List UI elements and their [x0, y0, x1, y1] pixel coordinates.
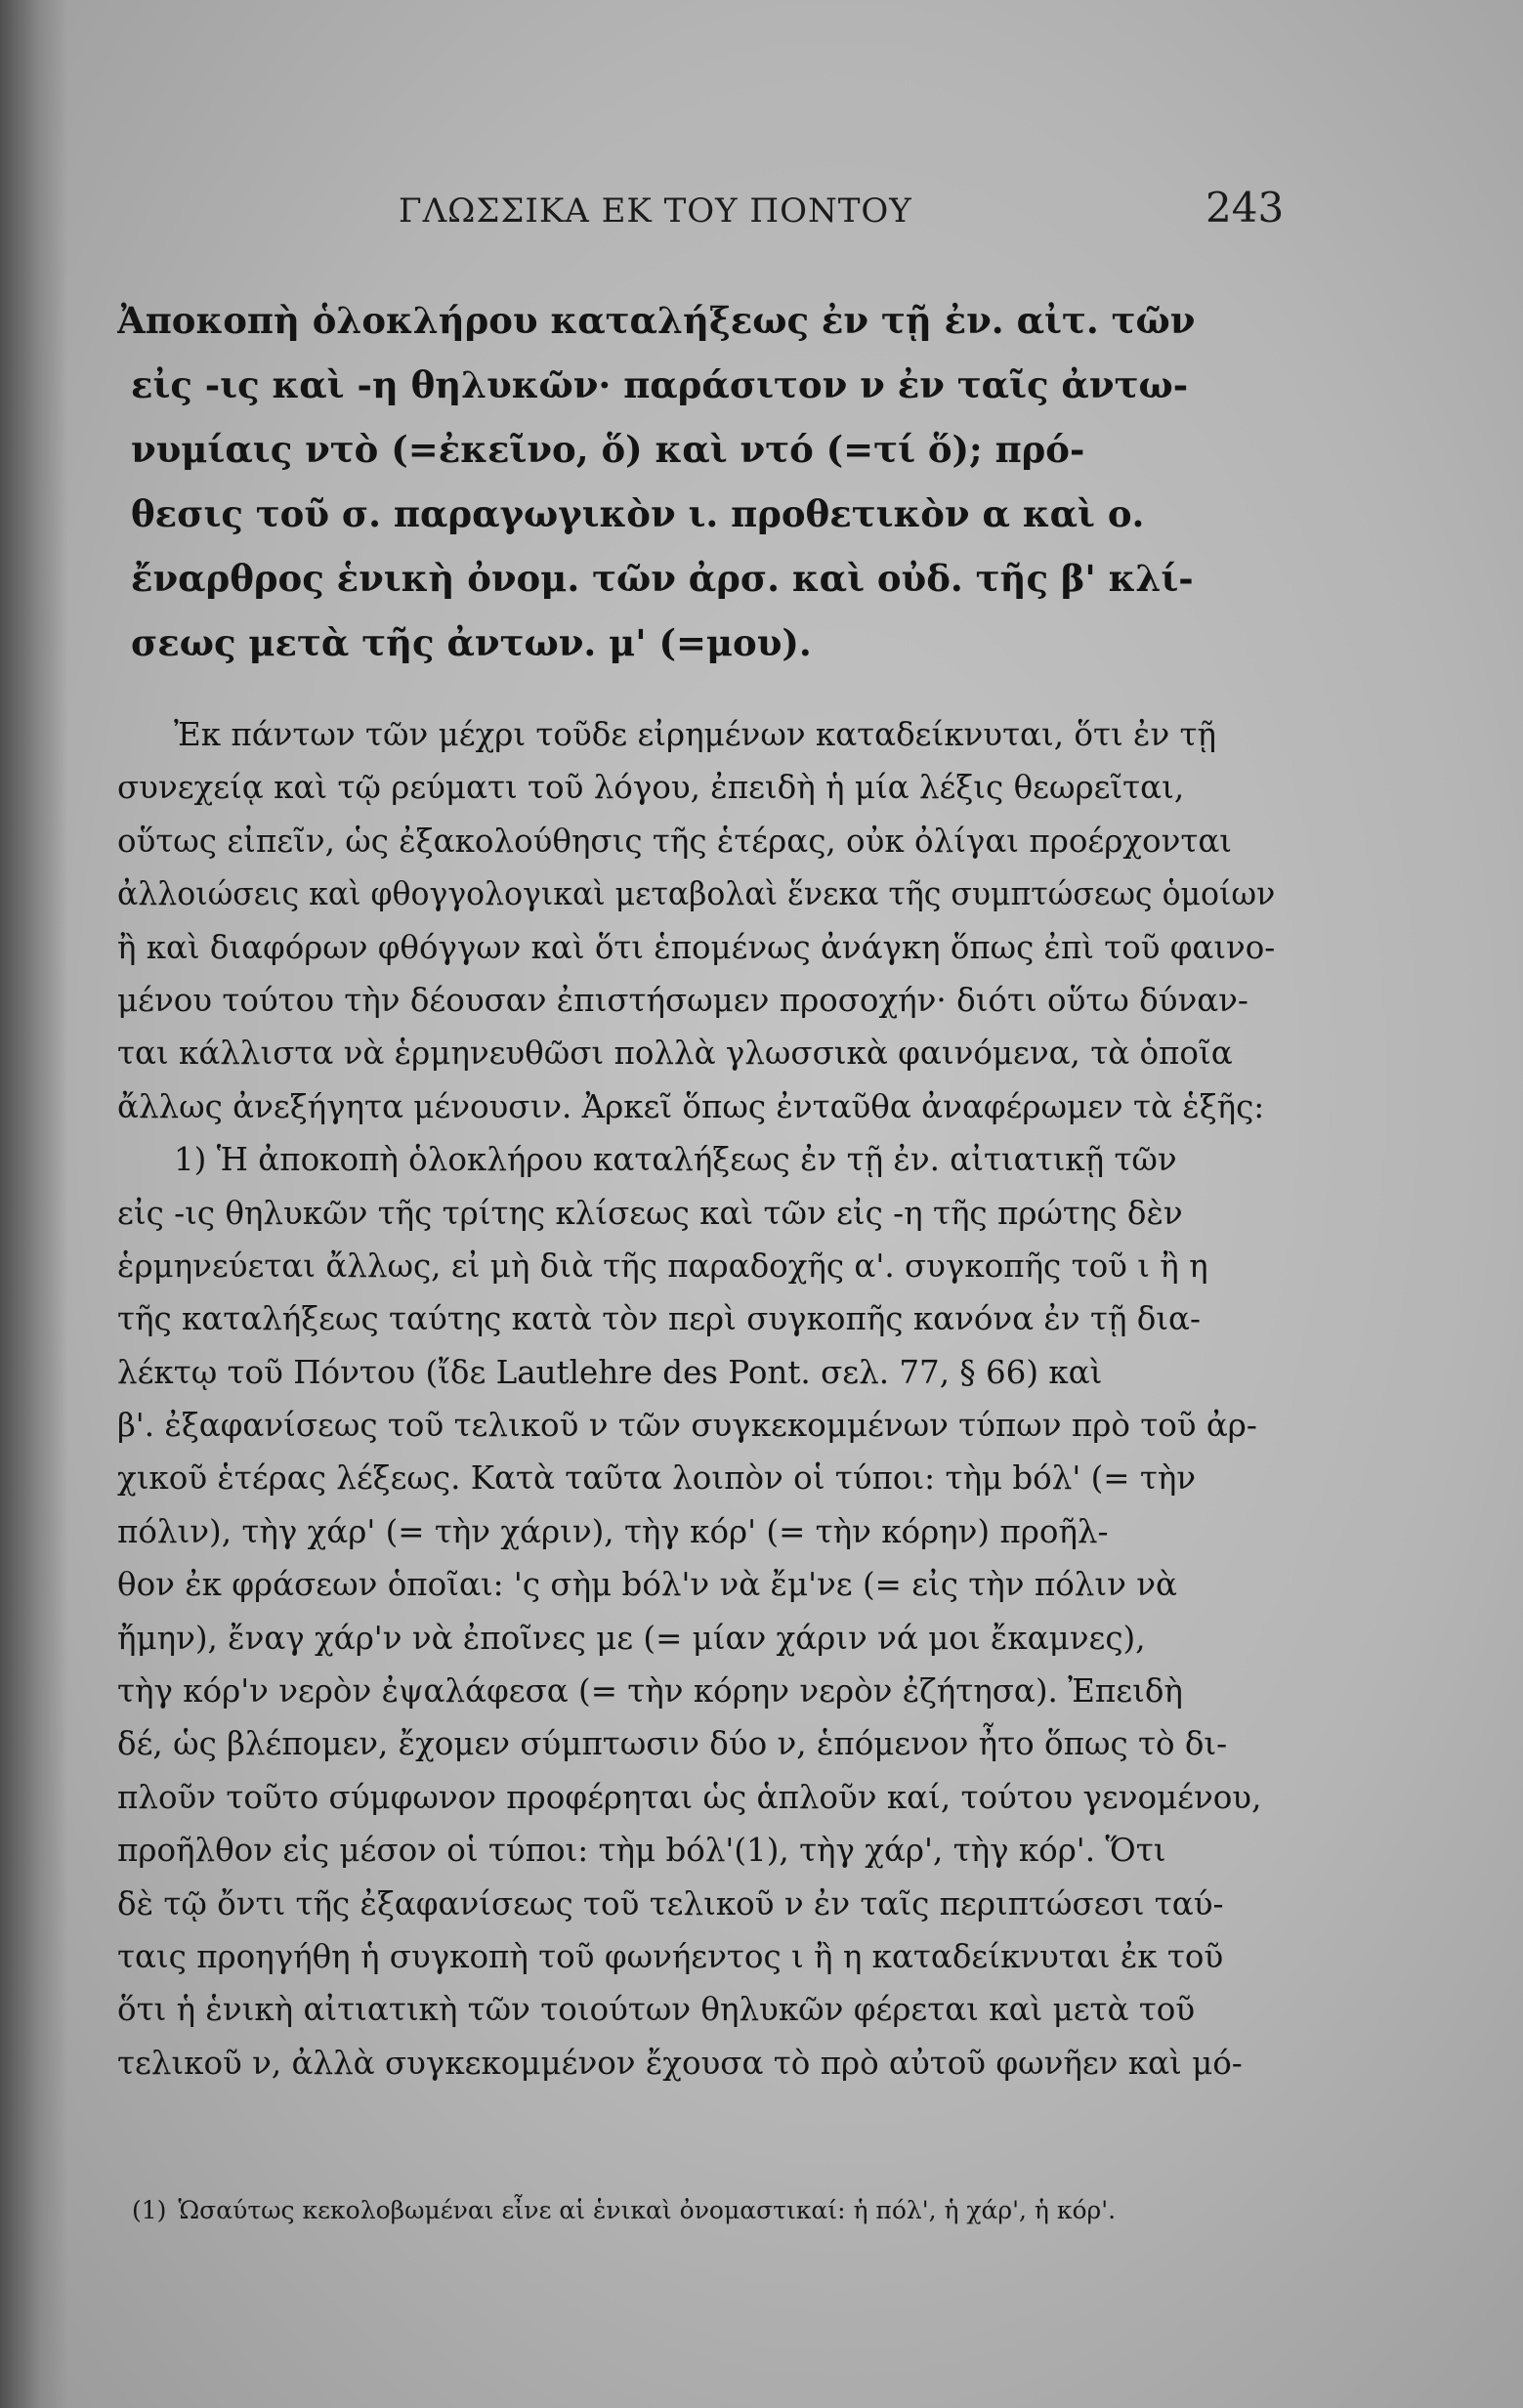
- footnote: [132, 2196, 1116, 2224]
- body-line: β'. ἐξαφανίσεως τοῦ τελικοῦ ν τῶν συγκεκομμένων τύπων πρὸ τοῦ ἀρ-: [117, 1407, 1257, 1445]
- body-line: ἑρμηνεύεται ἄλλως, εἰ μὴ διὰ τῆς παραδοχῆς α'. συγκοπῆς τοῦ ι ἢ η: [117, 1246, 1208, 1285]
- summary-line: εἰς -ις καὶ -η θηλυκῶν· παράσιτον ν ἐν ταῖς ἀντω-: [131, 363, 1189, 406]
- page-header: [399, 184, 1285, 242]
- body-line: πλοῦν τοῦτο σύμφωνον προφέρηται ὡς ἁπλοῦν καί, τούτου γενομένου,: [117, 1778, 1262, 1816]
- body-line: θον ἐκ φράσεων ὁποῖαι: 'ς σὴμ bόλ'ν νὰ ἔμ'νε (= εἰς τὴν πόλιν νὰ: [117, 1566, 1177, 1604]
- summary-line: σεως μετὰ τῆς ἀντων. μ' (=μου).: [131, 621, 812, 664]
- summary-line: θεσις τοῦ σ. παραγωγικὸν ι. προθετικὸν α καὶ ο.: [131, 492, 1145, 535]
- body-line: δὲ τῷ ὄντι τῆς ἐξαφανίσεως τοῦ τελικοῦ ν ἐν ταῖς περιπτώσεσι ταύ-: [117, 1884, 1224, 1922]
- body-line: τελικοῦ ν, ἀλλὰ συγκεκομμένον ἔχουσα τὸ πρὸ αὐτοῦ φωνῆεν καὶ μό-: [117, 2044, 1243, 2082]
- body-line: συνεχείᾳ καὶ τῷ ρεύματι τοῦ λόγου, ἐπειδὴ ἡ μία λέξις θεωρεῖται,: [117, 769, 1185, 807]
- body-line: ὅτι ἡ ἑνικὴ αἰτιατικὴ τῶν τοιούτων θηλυκῶν φέρεται καὶ μετὰ τοῦ: [117, 1991, 1196, 2029]
- summary-line: ἔναρθρος ἑνικὴ ὀνομ. τῶν ἀρσ. καὶ οὐδ. τῆς β' κλί-: [131, 557, 1194, 600]
- summary-line: νυμίαις ντὸ (=ἐκεῖνο, ὅ) καὶ ντό (=τί ὅ); πρό-: [131, 428, 1085, 471]
- body-line: Ἐκ πάντων τῶν μέχρι τοῦδε εἰρημένων καταδείκνυται, ὅτι ἐν τῇ: [174, 716, 1216, 753]
- page-number: 243: [1206, 184, 1285, 232]
- body-line: ἤμην), ἔναγ χάρ'ν νὰ ἐποῖνες με (= μίαν χάριν νά μοι ἔκαμνες),: [117, 1619, 1146, 1657]
- body-line: τῆς καταλήξεως ταύτης κατὰ τὸν περὶ συγκοπῆς κανόνα ἐν τῇ δια-: [117, 1300, 1201, 1338]
- summary-line: Ἀποκοπὴ ὁλοκλήρου καταλήξεως ἐν τῇ ἐν. αἰτ. τῶν: [117, 299, 1196, 342]
- body-line: μένου τούτου τὴν δέουσαν ἐπιστήσωμεν προσοχήν· διότι οὕτω δύναν-: [117, 981, 1248, 1019]
- page-gutter-shadow: [0, 0, 68, 2408]
- body-line: δέ, ὡς βλέπομεν, ἔχομεν σύμπτωσιν δύο ν, ἑπόμενον ἦτο ὅπως τὸ δι-: [117, 1725, 1228, 1763]
- body-line: ἢ καὶ διαφόρων φθόγγων καὶ ὅτι ἑπομένως ἀνάγκη ὅπως ἐπὶ τοῦ φαινο-: [117, 928, 1275, 966]
- body-line: λέκτῳ τοῦ Πόντου (ἴδε Lautlehre des Pont. σελ. 77, § 66) καὶ: [117, 1353, 1103, 1391]
- section-summary: [117, 288, 1289, 675]
- footnote-text: Ὡσαύτως κεκολοβωμέναι εἶνε αἱ ἑνικαὶ ὀνομαστικαί: ἡ πόλ', ἡ χάρ', ἡ κόρ'.: [178, 2196, 1117, 2224]
- body-line: ται κάλλιστα νὰ ἑρμηνευθῶσι πολλὰ γλωσσικὰ φαινόμενα, τὰ ὁποῖα: [117, 1035, 1233, 1073]
- body-line: 1) Ἡ ἀποκοπὴ ὁλοκλήρου καταλήξεως ἐν τῇ ἐν. αἰτιατικῇ τῶν: [174, 1141, 1177, 1179]
- footnote-mark: (1): [132, 2196, 167, 2224]
- body-line: προῆλθον εἰς μέσον οἱ τύποι: τὴμ bόλ'(1), τὴγ χάρ', τὴγ κόρ'. Ὅτι: [117, 1832, 1166, 1870]
- body-line: ταις προηγήθη ἡ συγκοπὴ τοῦ φωνήεντος ι ἢ η καταδείκνυται ἐκ τοῦ: [117, 1937, 1224, 1975]
- body-line: ἀλλοιώσεις καὶ φθογγολογικαὶ μεταβολαὶ ἕνεκα τῆς συμπτώσεως ὁμοίων: [117, 875, 1275, 913]
- body-line: πόλιν), τὴγ χάρ' (= τὴν χάριν), τὴγ κόρ' (= τὴν κόρην) προῆλ-: [117, 1512, 1109, 1550]
- body-line: τὴγ κόρ'ν νερὸν ἐψαλάφεσα (= τὴν κόρην νερὸν ἐζήτησα). Ἐπειδὴ: [117, 1672, 1183, 1711]
- body-line: οὕτως εἰπεῖν, ὡς ἐξακολούθησις τῆς ἑτέρας, οὐκ ὀλίγαι προέρχονται: [117, 822, 1233, 860]
- running-title: ΓΛΩΣΣΙΚΑ ΕΚ ΤΟΥ ΠΟΝΤΟΥ: [399, 191, 912, 231]
- body-line: εἰς -ις θηλυκῶν τῆς τρίτης κλίσεως καὶ τῶν εἰς -η τῆς πρώτης δὲν: [117, 1194, 1183, 1232]
- body-line: χικοῦ ἑτέρας λέξεως. Κατὰ ταῦτα λοιπὸν οἱ τύποι: τὴμ bόλ' (= τὴν: [117, 1459, 1197, 1498]
- body-text: [117, 708, 1332, 2090]
- body-line: ἄλλως ἀνεξήγητα μένουσιν. Ἀρκεῖ ὅπως ἐνταῦθα ἀναφέρωμεν τὰ ἑξῆς:: [117, 1087, 1265, 1125]
